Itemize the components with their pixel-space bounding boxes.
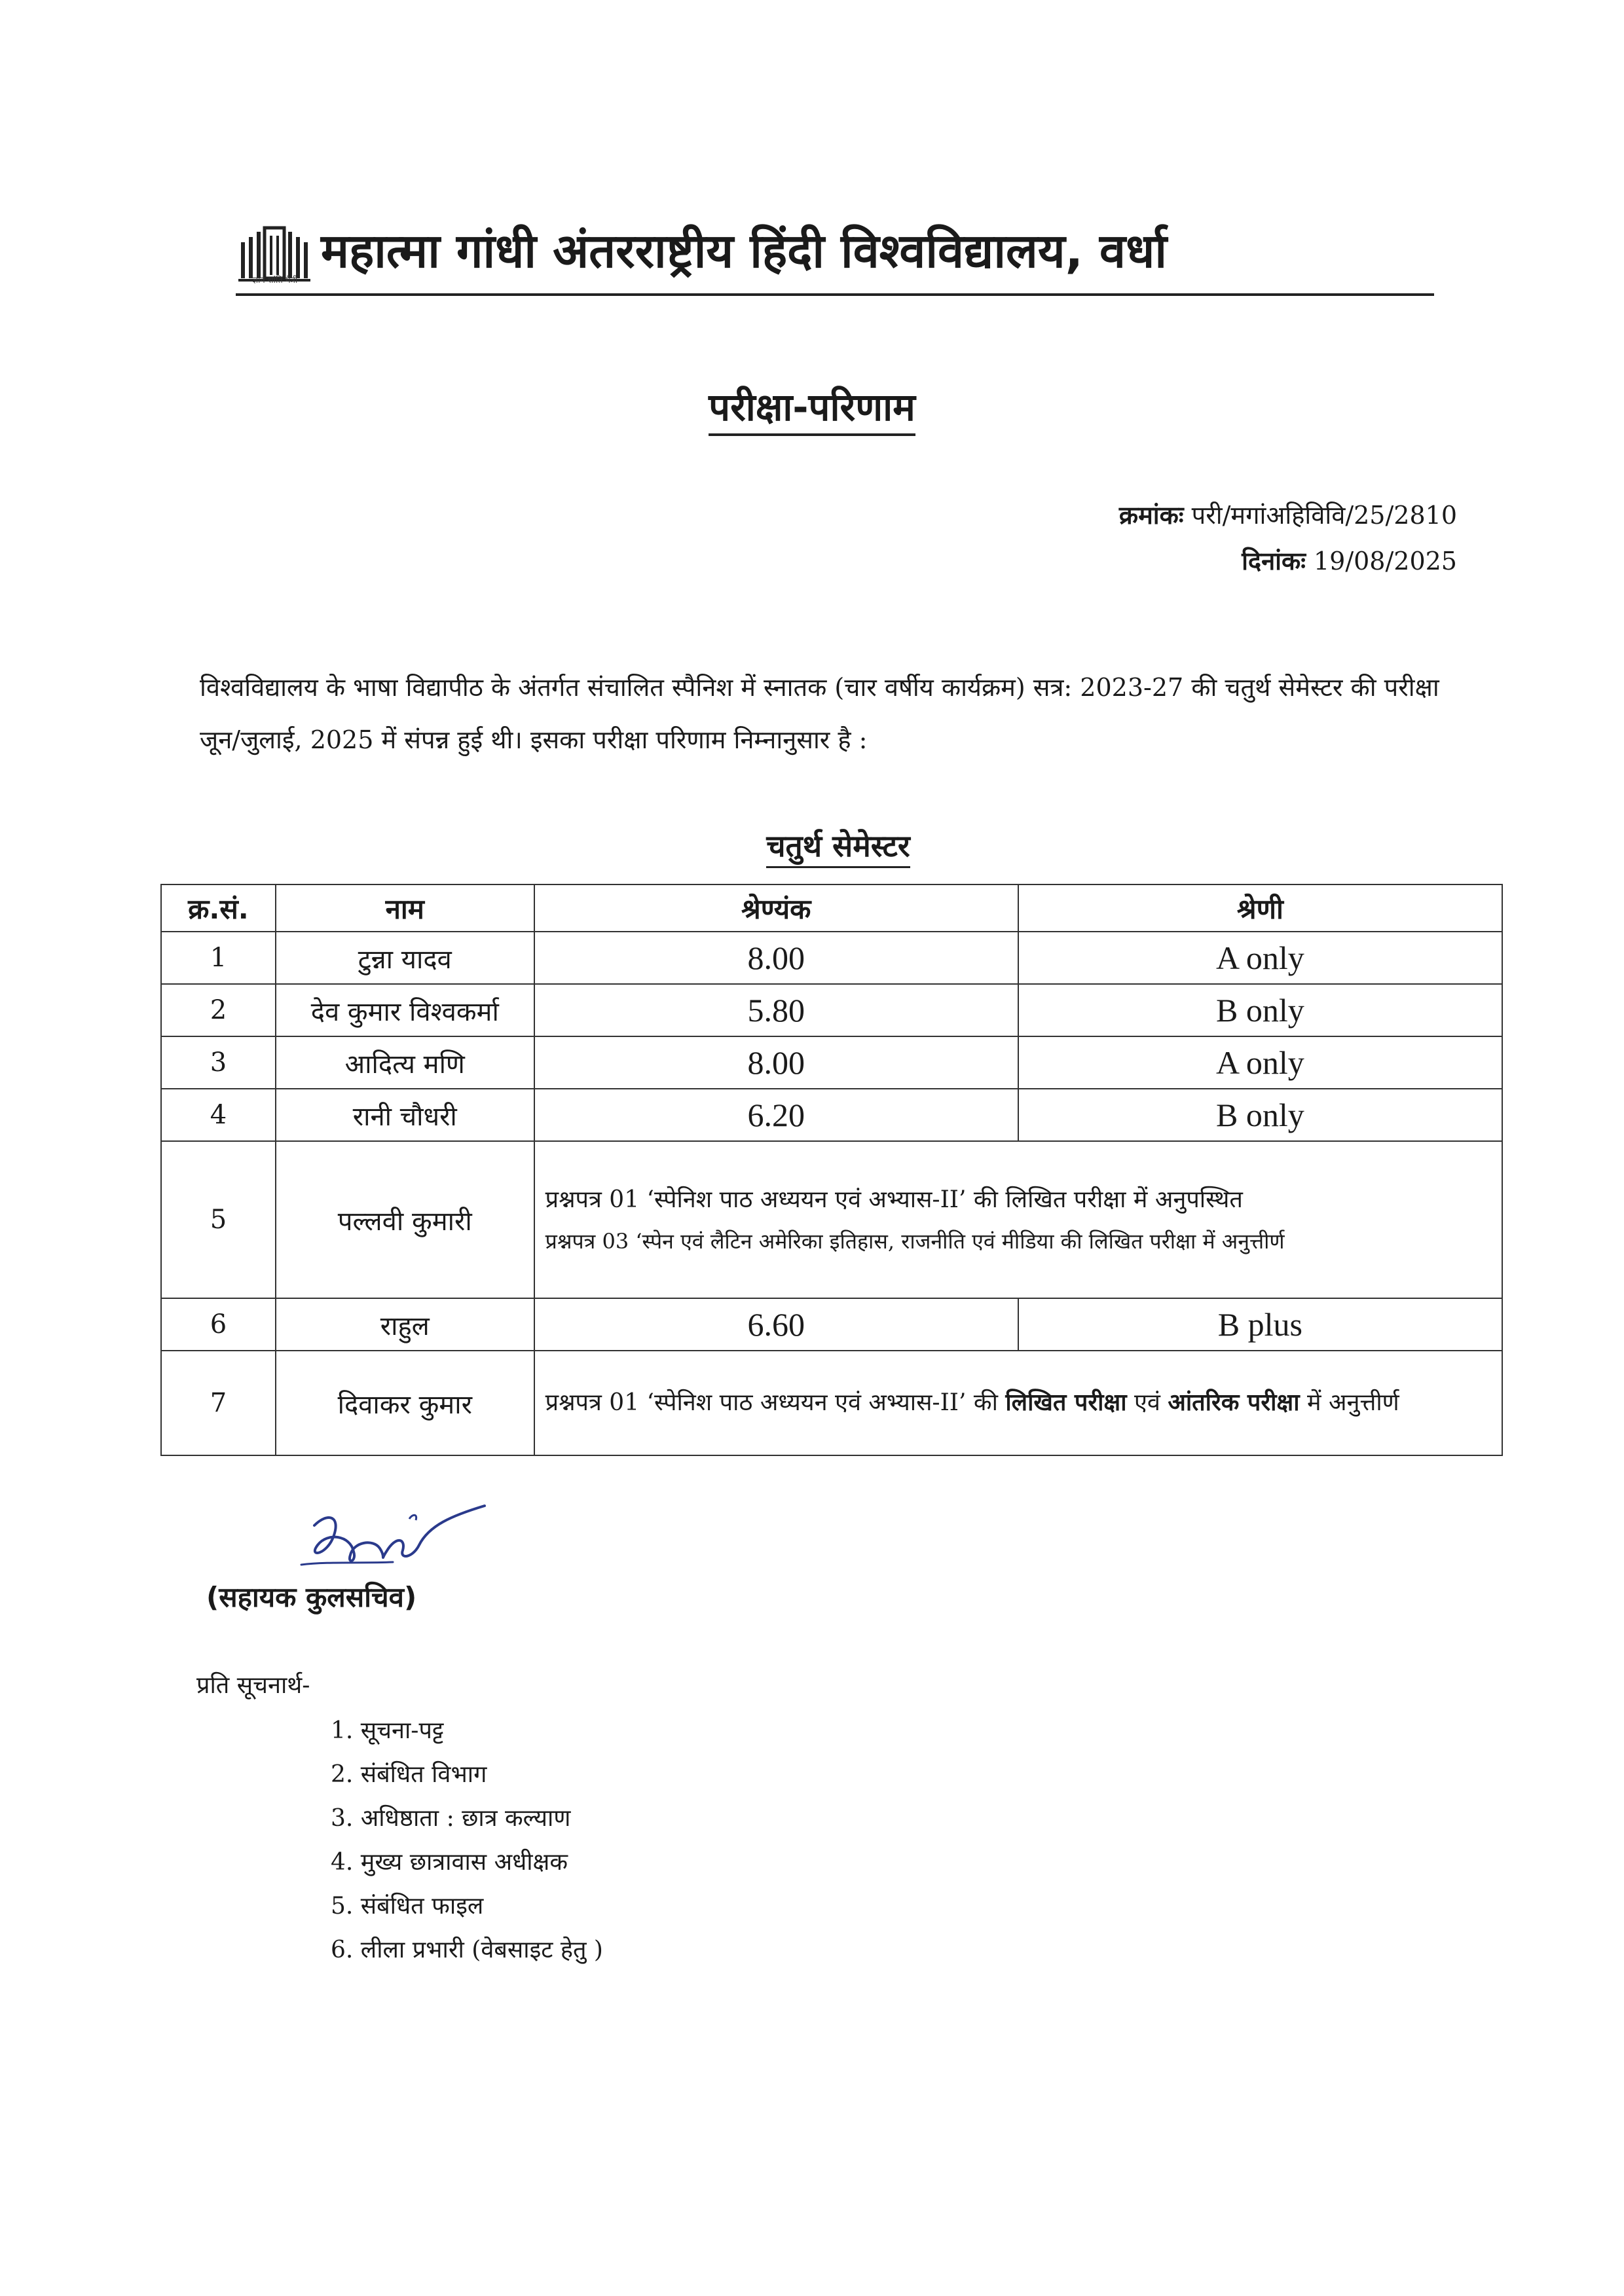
list-item: 3. अधिष्ठाता : छात्र कल्याण: [331, 1805, 571, 1832]
cell-serial: 6: [161, 1298, 276, 1351]
cell-name: आदित्य मणि: [276, 1036, 534, 1089]
table-row: [161, 1141, 1502, 1298]
remark-bold-2: आंतरिक परीक्षा: [1168, 1389, 1300, 1416]
list-item: 6. लीला प्रभारी (वेबसाइट हेतु ): [331, 1937, 603, 1963]
cell-grade: A only: [1018, 1036, 1502, 1089]
cell-grade: B plus: [1018, 1298, 1502, 1351]
header-serial: क्र.सं.: [161, 884, 276, 932]
remark-text-3: में अनुत्तीर्ण: [1299, 1389, 1399, 1416]
table-row: [161, 1089, 1502, 1141]
cell-serial: 3: [161, 1036, 276, 1089]
remark-bold-1: लिखित परीक्षा: [1005, 1389, 1127, 1416]
cell-serial: 4: [161, 1089, 276, 1141]
table-row: [161, 1036, 1502, 1089]
cell-name: टुन्ना यादव: [276, 932, 534, 984]
copy-to-label: प्रति सूचनार्थ-: [196, 1672, 310, 1699]
table-row: [161, 1351, 1502, 1455]
reference-date: [1119, 538, 1457, 584]
cell-points: 6.20: [534, 1089, 1018, 1141]
table-header-row: [161, 884, 1502, 932]
table-row: [161, 1298, 1502, 1351]
reference-block: [1119, 492, 1457, 584]
cell-serial: 1: [161, 932, 276, 984]
cell-serial: 2: [161, 984, 276, 1036]
reference-number: [1119, 492, 1457, 538]
semester-heading-text: चतुर्थ सेमेस्टर: [766, 828, 910, 868]
cell-grade: B only: [1018, 1089, 1502, 1141]
results-table: [160, 884, 1503, 1456]
remark-text-1: प्रश्नपत्र 01 ‘स्पेनिश पाठ अध्ययन एवं अभ्यास-II’ की: [545, 1389, 1006, 1416]
intro-paragraph: विश्वविद्यालय के भाषा विद्यापीठ के अंतर्गत संचालित स्पैनिश में स्नातक (चार वर्षीय कार्यक्रम) सत्र: 2023-27 की चतुर्थ सेमेस्टर की परीक्षा जून/जुलाई, 2025 में संपन्न हुई थी। इसका परीक्षा परिणाम निम्नानुसार है :: [200, 673, 1439, 754]
cell-name: राहुल: [276, 1298, 534, 1351]
list-item: 5. संबंधित फाइल: [331, 1893, 484, 1920]
reference-number-value: परी/मगांअहिविवि/25/2810: [1191, 501, 1457, 530]
list-item: 4. मुख्य छात्रावास अधीक्षक: [331, 1849, 568, 1876]
remark-line-1: प्रश्नपत्र 01 ‘स्पेनिश पाठ अध्ययन एवं अभ्यास-II’ की लिखित परीक्षा में अनुपस्थित: [545, 1186, 1243, 1213]
cell-points: 5.80: [534, 984, 1018, 1036]
remark-text-2: एवं: [1126, 1389, 1168, 1416]
header-points: श्रेण्यंक: [534, 884, 1018, 932]
list-item: 1. सूचना-पट्ट: [331, 1717, 444, 1744]
document-title-text: परीक्षा-परिणाम: [709, 385, 915, 436]
reference-number-label: क्रमांकः: [1118, 501, 1184, 530]
table-row: [161, 932, 1502, 984]
cell-serial: 5: [161, 1141, 276, 1298]
cell-remark: [534, 1351, 1502, 1455]
cell-points: 6.60: [534, 1298, 1018, 1351]
university-name: महात्मा गांधी अंतरराष्ट्रीय हिंदी विश्वविद्यालय, वर्धा: [321, 223, 1168, 278]
cell-grade: B only: [1018, 984, 1502, 1036]
logo-motto: ज्ञान शांति मैत्री: [252, 276, 298, 285]
signatory-title: (सहायक कुलसचिव): [206, 1581, 417, 1613]
semester-heading: [0, 825, 1624, 866]
cell-grade: A only: [1018, 932, 1502, 984]
cell-points: 8.00: [534, 1036, 1018, 1089]
handwritten-signature-icon: [288, 1499, 498, 1584]
remark-line-2: प्रश्नपत्र 03 ‘स्पेन एवं लैटिन अमेरिका इतिहास, राजनीति एवं मीडिया की लिखित परीक्षा में अनुत्तीर्ण: [545, 1229, 1285, 1254]
copy-to-list: [331, 1709, 603, 1972]
table-row: [161, 984, 1502, 1036]
cell-name: रानी चौधरी: [276, 1089, 534, 1141]
cell-points: 8.00: [534, 932, 1018, 984]
header-name: नाम: [276, 884, 534, 932]
cell-name: देव कुमार विश्वकर्मा: [276, 984, 534, 1036]
cell-name: पल्लवी कुमारी: [276, 1141, 534, 1298]
cell-name: दिवाकर कुमार: [276, 1351, 534, 1455]
header-grade: श्रेणी: [1018, 884, 1502, 932]
reference-date-value: 19/08/2025: [1313, 547, 1457, 575]
cell-serial: 7: [161, 1351, 276, 1455]
letterhead: [236, 208, 1434, 293]
cell-remark: [534, 1141, 1502, 1298]
document-title: [0, 380, 1624, 431]
header-divider: [236, 293, 1434, 296]
reference-date-label: दिनांकः: [1242, 547, 1306, 575]
list-item: 2. संबंधित विभाग: [331, 1761, 487, 1788]
